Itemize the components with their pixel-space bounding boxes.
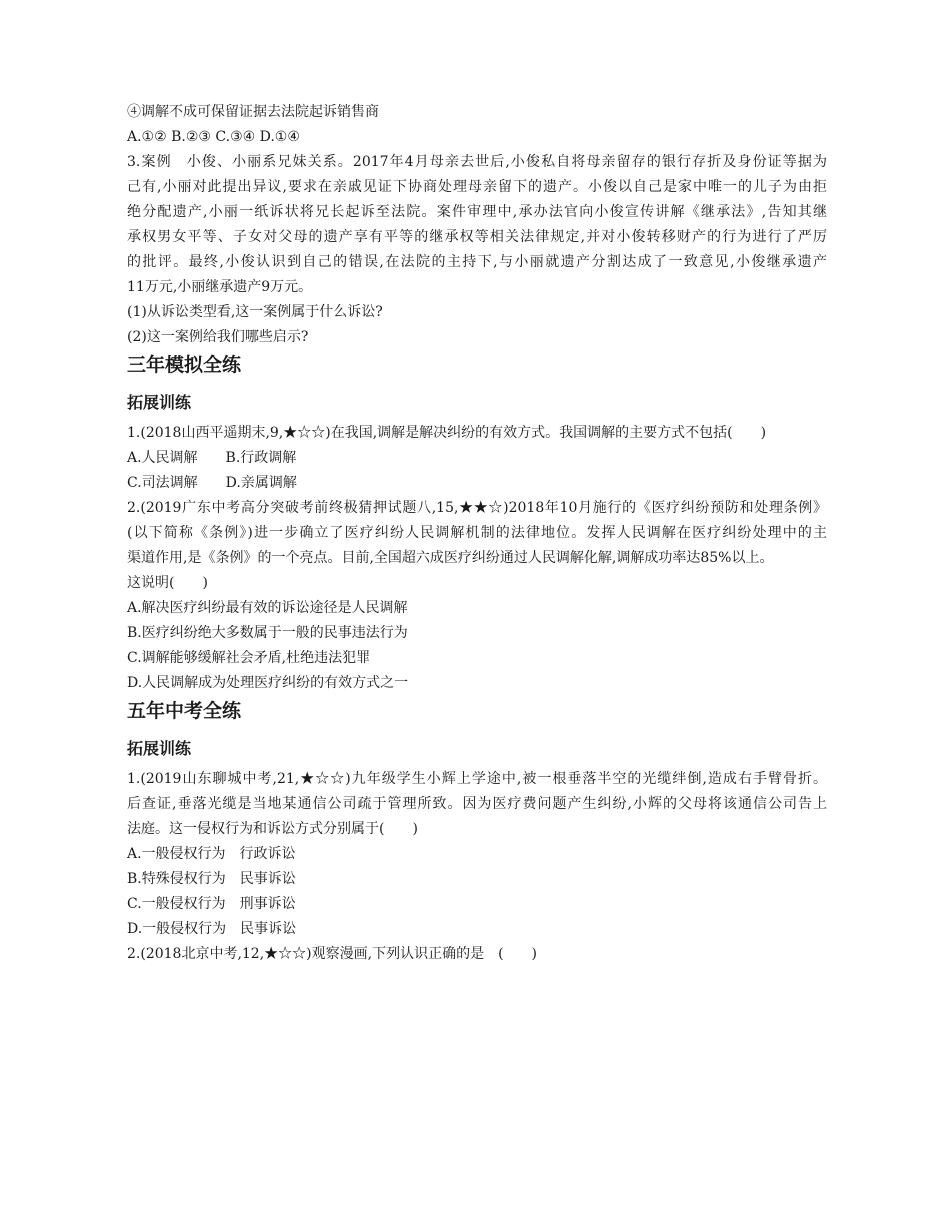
question-text: 己有,小丽对此提出异议,要求在亲戚见证下协商处理母亲留下的遗产。小俊以自己是家中唯一的儿子为由拒 — [127, 179, 827, 195]
question-text: 3.案例 小俊、小丽系兄妹关系。2017年4月母亲去世后,小俊私自将母亲留存的银行存折及身份证等据为 — [127, 154, 827, 170]
question-text: 渠道作用,是《条例》的一个亮点。目前,全国超六成医疗纠纷通过人民调解化解,调解成功率达85%以上。 — [127, 550, 774, 566]
question-text: 1.(2019山东聊城中考,21,★☆☆)九年级学生小辉上学途中,被一根垂落半空的光缆绊倒,造成右手臂骨折。 — [127, 771, 827, 787]
question-text: 承权男女平等、子女对父母的遗产享有平等的继承权等相关法律规定,并对小俊转移财产的行为进行了严厉 — [127, 229, 827, 245]
section-title: 三年模拟全练 — [127, 354, 242, 376]
answer-option: D.一般侵权行为 民事诉讼 — [127, 921, 297, 937]
question-text: 这说明( ) — [127, 575, 208, 591]
answer-choices: A.①② B.②③ C.③④ D.①④ — [127, 129, 300, 145]
sub-question: (2)这一案例给我们哪些启示? — [127, 329, 309, 345]
answer-option: B.特殊侵权行为 民事诉讼 — [127, 871, 296, 887]
answer-option: A.一般侵权行为 行政诉讼 — [127, 846, 296, 862]
question-text: 2.(2019广东中考高分突破考前终极猜押试题八,15,★★☆)2018年10月施行的《医疗纠纷预防和处理条例》 — [127, 500, 827, 516]
question-block — [127, 421, 827, 696]
section-title: 五年中考全练 — [127, 700, 242, 722]
answer-option: C.调解能够缓解社会矛盾,杜绝违法犯罪 — [127, 650, 371, 666]
question-text: (以下简称《条例》)进一步确立了医疗纠纷人民调解机制的法律地位。发挥人民调解在医疗纠纷处理中的主 — [127, 525, 827, 541]
question-block — [127, 767, 827, 967]
question-block — [127, 100, 827, 350]
document-page — [127, 100, 827, 967]
answer-option: C.一般侵权行为 刑事诉讼 — [127, 896, 296, 912]
section-subtitle: 拓展训练 — [127, 739, 192, 758]
answer-option: D.人民调解成为处理医疗纠纷的有效方式之一 — [127, 675, 409, 691]
sub-question: (1)从诉讼类型看,这一案例属于什么诉讼? — [127, 304, 383, 320]
section-subtitle: 拓展训练 — [127, 393, 192, 412]
question-text: 法庭。这一侵权行为和诉讼方式分别属于( ) — [127, 821, 418, 837]
answer-option: A.解决医疗纠纷最有效的诉讼途径是人民调解 — [127, 600, 408, 616]
question-text: 2.(2018北京中考,12,★☆☆)观察漫画,下列认识正确的是 ( ) — [127, 946, 537, 962]
answer-option: B.医疗纠纷绝大多数属于一般的民事违法行为 — [127, 625, 408, 641]
question-text: 后查证,垂落光缆是当地某通信公司疏于管理所致。因为医疗费问题产生纠纷,小辉的父母将该通信公司告上 — [127, 796, 827, 812]
question-text: 绝分配遗产,小丽一纸诉状将兄长起诉至法院。案件审理中,承办法官向小俊宣传讲解《继承法》,告知其继 — [127, 204, 827, 220]
question-text: 11万元,小丽继承遗产9万元。 — [127, 279, 313, 295]
option-text: ④调解不成可保留证据去法院起诉销售商 — [127, 104, 379, 120]
question-text: 1.(2018山西平遥期末,9,★☆☆)在我国,调解是解决纠纷的有效方式。我国调解的主要方式不包括( ) — [127, 425, 767, 441]
answer-choices: A.人民调解 B.行政调解 — [127, 450, 297, 466]
answer-choices: C.司法调解 D.亲属调解 — [127, 475, 297, 491]
question-text: 的批评。最终,小俊认识到自己的错误,在法院的主持下,与小丽就遗产分割达成了一致意见,小俊继承遗产 — [127, 254, 827, 270]
